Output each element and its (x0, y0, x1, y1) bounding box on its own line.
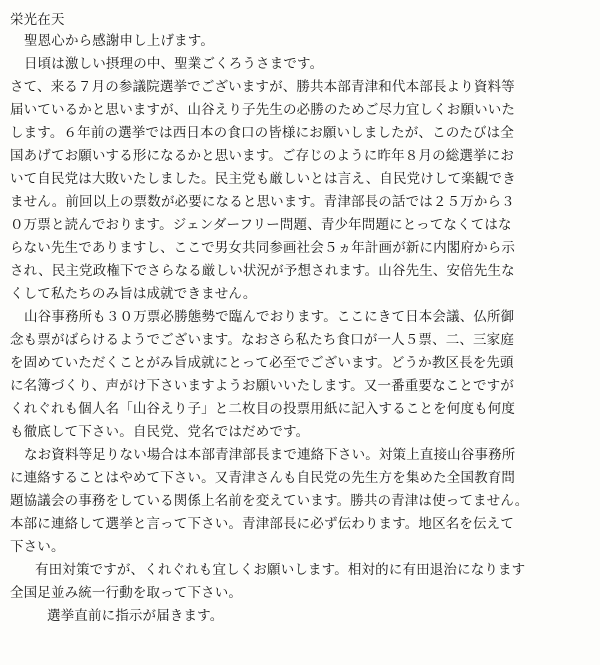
text-line: も徹底して下さい。自民党、党名ではだめです。 (10, 424, 310, 440)
text-line: 下さい。 (10, 539, 65, 555)
letter-body (10, 30, 595, 628)
text-line: 聖恩心から感謝申し上げます。 (24, 33, 215, 49)
text-line: くして私たちのみ旨は成就できません。 (10, 286, 257, 302)
text-line: に連絡することはやめて下さい。又青津さんも自民党の先生方を集めた全国教育問 (10, 470, 516, 486)
text-line: くれぐれも個人名「山谷えり子」と二枚目の投票用紙に記入することを何度も何度 (10, 401, 516, 417)
text-line: 有田対策ですが、くれぐれも宜しくお願いします。相対的に有田退治になります (35, 562, 526, 578)
text-line: 念も票がばらけるようでございます。なおさら私たち食口が一人５票、二、三家庭 (10, 332, 514, 348)
text-line: 届いているかと思いますが、山谷えり子先生の必勝のためご尽力宜しくお願いいた (10, 102, 516, 118)
text-line: ０万票と読んでおります。ジェンダーフリー問題、青少年問題にとってなくてはな (10, 217, 512, 233)
text-line: 国あげてお願いする形になるかと思います。ご存じのように昨年８月の総選挙にお (10, 148, 514, 164)
text-line: いて自民党は大敗いたしました。民主党も厳しいとは言え、自民党けして楽観でき (10, 171, 516, 187)
text-line: 選挙直前に指示が届きます。 (47, 608, 224, 624)
text-line: 日頃は激しい摂理の中、聖業ごくろうさまです。 (24, 56, 324, 72)
text-line: に名簿づくり、声がけ下さいますようお願いいたします。又一番重要なことですが (10, 378, 514, 394)
text-line: らない先生でありますし、ここで男女共同参画社会５ヵ年計画が新に内閣府から示 (10, 240, 516, 256)
document-header: 栄光在天 (10, 12, 65, 28)
text-line: され、民主党政権下でさらなる厳しい状況が予想されます。山谷先生、安倍先生な (10, 263, 515, 279)
text-line: 題協議会の事務をしている関係上名前を変えています。勝共の青津は使ってません。 (10, 493, 529, 509)
text-line: さて、来る７月の参議院選挙でございますが、勝共本部青津和代本部長より資料等 (10, 79, 515, 95)
text-line: します。６年前の選挙では西日本の食口の皆様にお願いしましたが、このたびは全 (10, 125, 514, 141)
text-line: 本部に連絡して選挙と言って下さい。青津部長に必ず伝わります。地区名を伝えて (10, 516, 514, 532)
text-line: なお資料等足りない場合は本部青津部長まで連絡下さい。対策上直接山谷事務所 (24, 447, 516, 463)
text-line: を固めていただくことがみ旨成就にとって必至でございます。どうか教区長を先頭 (10, 355, 514, 371)
text-line: ません。前回以上の票数が必要になると思います。青津部長の話では２５万から３ (10, 194, 515, 210)
text-line: 山谷事務所も３０万票必勝態勢で臨んでおります。ここにきて日本会議、仏所御 (24, 309, 515, 325)
text-line: 全国足並み統一行動を取って下さい。 (10, 585, 243, 601)
